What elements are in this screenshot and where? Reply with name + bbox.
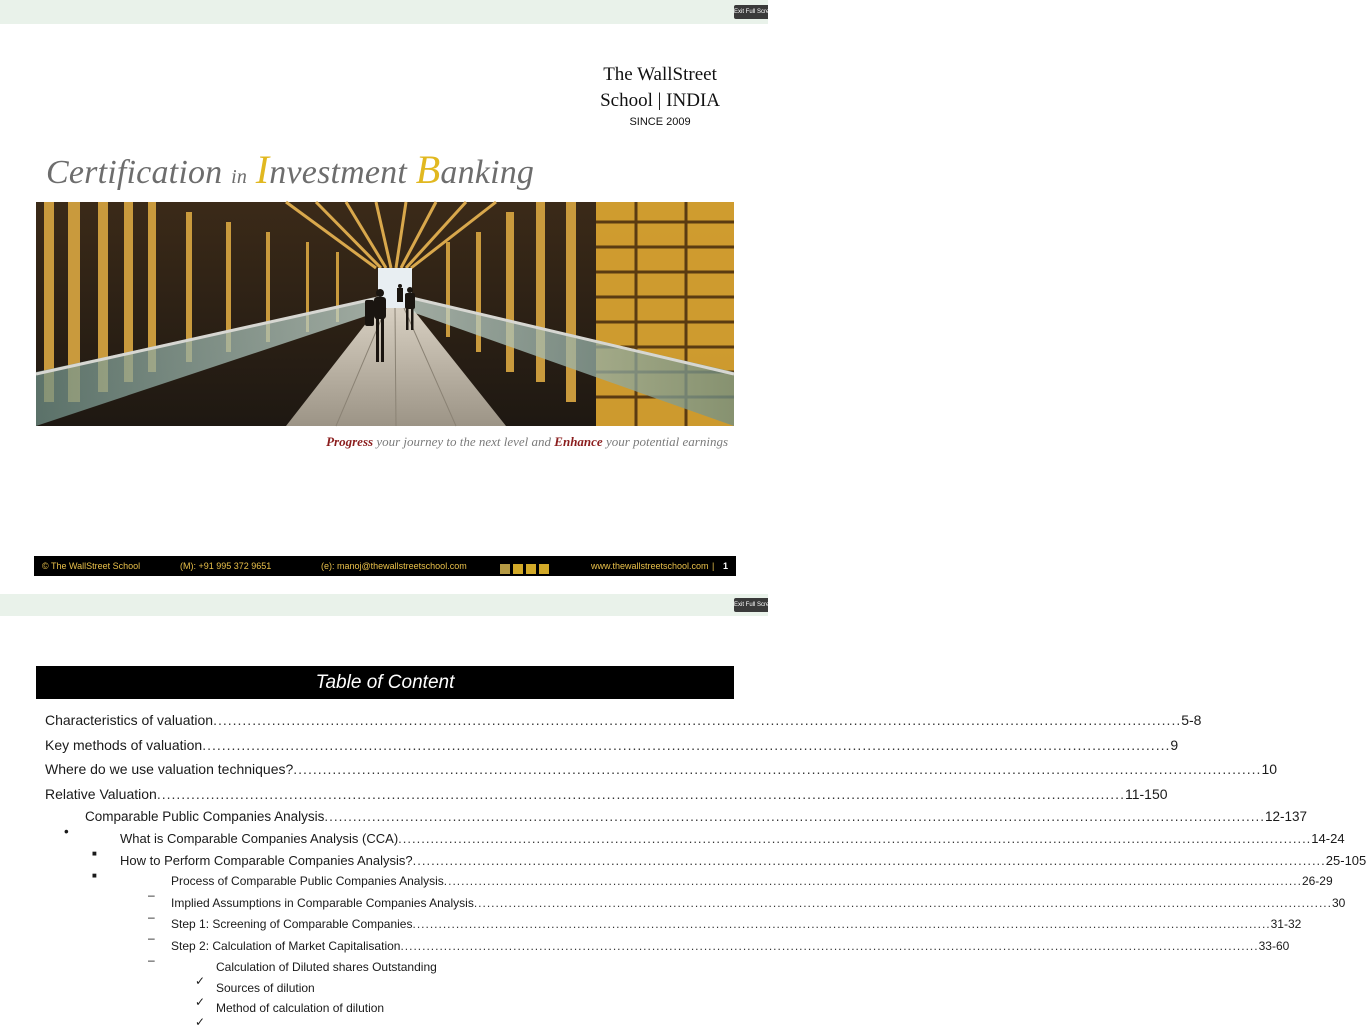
- footer-mobile: (M): +91 995 372 9651: [180, 561, 272, 571]
- toc-subitem[interactable]: Comparable Public Companies Analysis ..... 12-137: [85, 806, 679, 828]
- exit-fullscreen-button[interactable]: Exit Full Screen: [734, 5, 768, 19]
- exit-fullscreen-button-2[interactable]: Exit Full Screen: [734, 598, 768, 612]
- tagline-progress: Progress: [326, 434, 374, 449]
- tagline-end: your potential earnings: [605, 434, 728, 449]
- footer-email: (e): manoj@thewallstreetschool.com: [321, 561, 467, 571]
- toc-subitem[interactable]: Method of calculation of dilution: [216, 1001, 385, 1015]
- title-word-certification: Certification: [46, 154, 223, 191]
- toc-subitem[interactable]: Implied Assumptions in Comparable Companies Analysis ..... 30: [171, 893, 681, 915]
- footer-decor-squares: [500, 561, 552, 571]
- toc-subitem[interactable]: Sources of dilution: [216, 980, 315, 995]
- tagline-enhance: Enhance: [554, 434, 603, 449]
- school-logo: [600, 62, 720, 129]
- toc-subitem[interactable]: How to Perform Comparable Companies Analysis? ..... 25-105: [120, 850, 676, 872]
- footer-copyright: © The WallStreet School: [42, 561, 141, 571]
- toc-list: [45, 708, 1366, 1019]
- toc-subitem[interactable]: Step 2: Calculation of Market Capitalisation ..... 33-60: [171, 936, 681, 958]
- school-name-line2: School | INDIA: [600, 90, 720, 111]
- title-word-banking: anking: [440, 154, 535, 191]
- viewer-band-middle: [0, 594, 777, 616]
- footer-separator: |: [712, 561, 715, 571]
- title-initial-i: I: [255, 147, 270, 192]
- tagline-middle: your journey to the next level and: [376, 434, 552, 449]
- slide-footer: [34, 556, 736, 576]
- title-word-in: in: [231, 166, 248, 188]
- toc-item[interactable]: Where do we use valuation techniques? ..... 10: [45, 757, 689, 782]
- title-word-investment: nvestment: [269, 154, 408, 191]
- tagline: [326, 434, 728, 450]
- toc-item[interactable]: Key methods of valuation ..... 9: [45, 733, 689, 758]
- footer-website: www.thewallstreetschool.com: [591, 561, 709, 571]
- toc-subitem[interactable]: What is Comparable Companies Analysis (CCA) ..... 14-24: [120, 828, 676, 850]
- school-name-line1: The WallStreet: [603, 64, 717, 85]
- footer-page-number: 1: [723, 561, 729, 571]
- toc-banner: Table of Content: [36, 666, 734, 699]
- toc-subitem[interactable]: Process of Comparable Public Companies Analysis ..... 26-29: [171, 871, 681, 893]
- school-since: SINCE 2009: [629, 116, 691, 128]
- toc-item[interactable]: Characteristics of valuation ..... 5-8: [45, 708, 689, 733]
- viewer-band-top: [0, 0, 777, 24]
- hero-walkway-image: [36, 202, 734, 426]
- toc-subitem[interactable]: Calculation of Diluted shares Outstanding: [216, 960, 437, 974]
- walkway-illustration: [36, 202, 734, 426]
- course-title: [46, 146, 534, 193]
- toc-item[interactable]: Relative Valuation ..... 11-150: [45, 782, 689, 807]
- toc-subitem[interactable]: Step 1: Screening of Comparable Companies ..... 31-32: [171, 914, 681, 936]
- slide-cover: [0, 24, 768, 584]
- slide-table-of-content: [0, 616, 1366, 1024]
- title-initial-b: B: [415, 147, 441, 192]
